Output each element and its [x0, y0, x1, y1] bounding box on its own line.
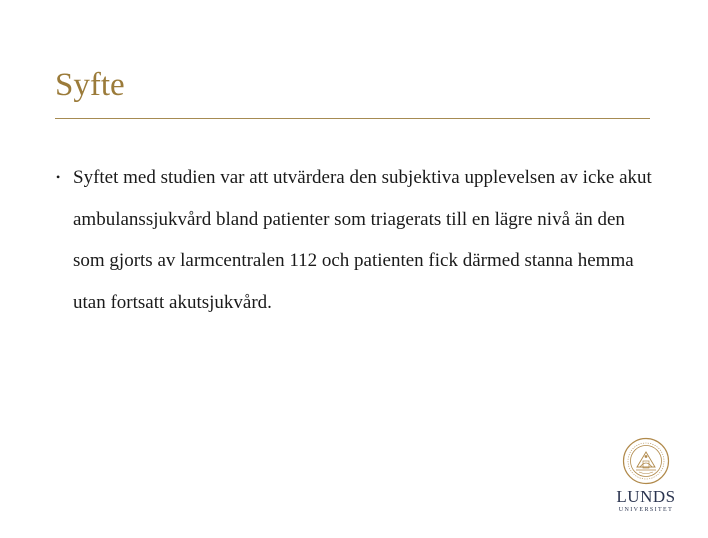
university-logo: [612, 437, 680, 517]
logo-subtitle: UNIVERSITET: [618, 507, 674, 513]
logo-name: LUNDS: [616, 487, 676, 506]
bullet-text: Syftet med studien var att utvärdera den subjektiva upplevelsen av icke akut ambulanssjukvård bland patienter som triagerats till en lägre nivå än den som gjorts av larmcentralen 112 och patienten fick därmed stanna hemma utan fortsatt akutsjukvård.: [73, 167, 652, 313]
university-seal-icon: [622, 437, 670, 485]
bullet-marker: •: [56, 170, 61, 184]
slide-title: Syfte: [55, 67, 125, 103]
bullet-list: [56, 157, 656, 323]
title-divider: [55, 118, 650, 119]
bullet-item: [56, 157, 656, 323]
